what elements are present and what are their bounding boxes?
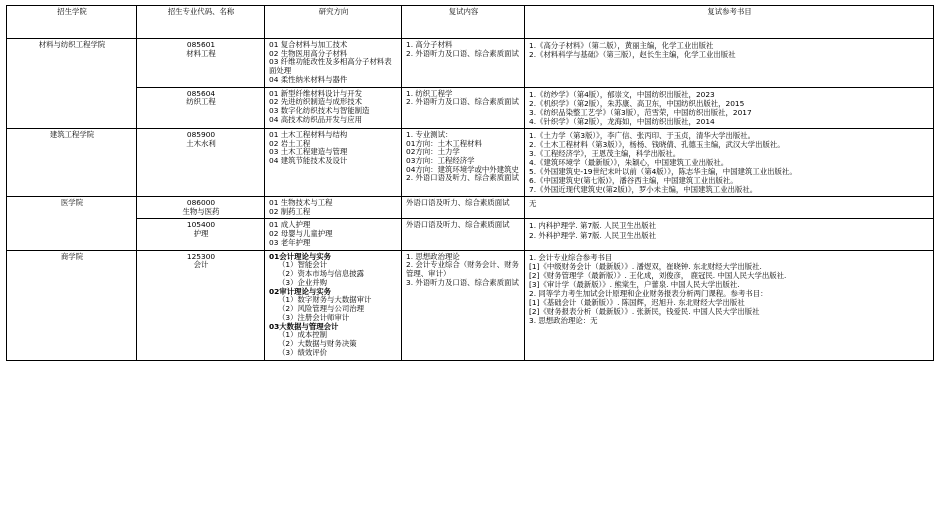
header-content: 复试内容: [402, 6, 525, 39]
direction-line: （3）注册会计师审计: [278, 312, 350, 322]
cell-direction: [265, 128, 402, 196]
content: [406, 41, 521, 58]
content-line: 1. 专业测试：: [406, 129, 453, 139]
major-code: 085900: [186, 129, 216, 139]
direction-line: 02 母婴与儿童护理: [269, 229, 333, 239]
table-row: [7, 87, 934, 128]
book-line: 6.《中国建筑史(第七版)》，潘谷西主编，中国建筑工业出版社。: [529, 175, 738, 185]
book-line: 3.《工程经济学》，王恩茂主编，科学出版社。: [529, 148, 681, 158]
direction: [269, 41, 398, 85]
direction-line: （2）大数据与财务决策: [278, 339, 357, 349]
cell-direction: [265, 197, 402, 219]
major-code: 105400: [186, 220, 216, 230]
major-name: 土木水利: [186, 138, 216, 148]
book: [529, 199, 930, 208]
cell-direction: [265, 250, 402, 360]
content-line: 1. 纺织工程学: [406, 88, 453, 98]
content: [406, 199, 521, 208]
book-line: 1.《土力学（第3版）》，李广信、张丙印、于玉贞，清华大学出版社。: [529, 130, 756, 140]
cell-content: [402, 87, 525, 128]
table-header: [7, 6, 934, 39]
cell-college: 医学院: [7, 197, 137, 251]
direction: [269, 90, 398, 125]
direction-line: （1）数字财务与大数据审计: [278, 295, 372, 305]
direction-line: 01 复合材料与加工技术: [269, 40, 348, 49]
book-line: 1. 内科护理学. 第7版. 人民卫生出版社: [529, 221, 656, 231]
direction: [269, 199, 398, 216]
book-line: 无: [529, 199, 537, 209]
table-row: [7, 250, 934, 360]
content-line: 外语口语及听力、综合素质面试: [406, 198, 510, 208]
major-name: 纺织工程: [186, 97, 216, 107]
major-name: 护理: [193, 229, 209, 239]
header-major: 招生专业代码、名称: [137, 6, 265, 39]
direction: [269, 253, 398, 358]
content: [406, 253, 521, 288]
major-code: 125300: [186, 251, 216, 261]
direction-line: 02 生物医用高分子材料: [269, 48, 348, 58]
cell-content: [402, 197, 525, 219]
direction-line: 03 纤维功能改性及多相高分子材料表面处理: [269, 57, 392, 76]
direction-line: 03 数字化纺织技术与智能制造: [269, 106, 370, 116]
cell-content: [402, 219, 525, 250]
content-line: 1. 思想政治理论: [406, 251, 460, 261]
direction-line: 02 制药工程: [269, 206, 311, 216]
direction: [269, 221, 398, 247]
book-line: 4.《针织学》（第2版），龙海如，中国纺织出版社，2014: [529, 116, 715, 126]
table-row: [7, 219, 934, 250]
table-row: [7, 128, 934, 196]
cell-books: [525, 197, 934, 219]
direction-line: 01 生物技术与工程: [269, 198, 333, 208]
book-line: [2]《财务管理学（最新版）》. 王化成，刘俊彦， 鹿冠民. 中国人民大学出版社.: [529, 270, 787, 280]
major-name: 会计: [193, 260, 209, 270]
direction-line: 02 岩土工程: [269, 138, 311, 148]
content-line: 2. 会计专业综合（财务会计、财务管理、审计）: [406, 260, 519, 279]
content-line: 01方向：土木工程材料: [406, 138, 482, 148]
cell-major: [137, 250, 265, 360]
book-line: 7.《外国近现代建筑史(第2版)》，罗小未主编，中国建筑工业出版社。: [529, 184, 758, 194]
direction-line: 02 先进纺织制造与成形技术: [269, 97, 363, 107]
book: [529, 131, 930, 194]
book-line: 2.《材料科学与基础》（第三版），赵长生主编，化学工业出版社: [529, 50, 736, 60]
major-code: 085604: [186, 88, 216, 98]
cell-books: [525, 39, 934, 88]
book-line: 4.《建筑环境学（最新版）》，朱颖心，中国建筑工业出版社。: [529, 157, 729, 167]
major-code: 085601: [186, 40, 216, 49]
book-line: 5.《外国建筑史-19世纪末叶以前（第4版）》，陈志华主编，中国建筑工业出版社。: [529, 166, 797, 176]
direction-line: （3）绩效评价: [278, 347, 328, 357]
book-line: 2. 外科护理学. 第7版. 人民卫生出版社: [529, 230, 656, 240]
direction-line: （3）企业并购: [278, 277, 328, 287]
cell-major: [137, 39, 265, 88]
header-row: [7, 6, 934, 39]
book-line: 1. 会计专业综合参考书目: [529, 252, 613, 262]
cell-major: [137, 87, 265, 128]
cell-content: [402, 128, 525, 196]
direction-line: 01 成人护理: [269, 220, 311, 230]
book: [529, 41, 930, 59]
direction-line: 01 土木工程材料与结构: [269, 129, 348, 139]
book-line: [1]《中级财务会计（最新版）》. 潘煜双，崔晓钟. 东北财经大学出版社.: [529, 261, 762, 271]
content-line: 2. 外语听力及口语、综合素质面试: [406, 97, 519, 107]
cell-direction: [265, 219, 402, 250]
content-line: 外语口语及听力、综合素质面试: [406, 220, 510, 230]
book-line: 2. 同等学力考生加试会计原理和企业财务报表分析两门课程。参考书目：: [529, 288, 768, 298]
admissions-table: [6, 5, 934, 361]
cell-major: [137, 128, 265, 196]
content-line: 3. 外语听力及口语、综合素质面试: [406, 277, 519, 287]
header-college: 招生学院: [7, 6, 137, 39]
direction-line: 01会计理论与实务: [269, 251, 332, 261]
cell-books: [525, 250, 934, 360]
direction-line: 03 老年护理: [269, 237, 311, 247]
cell-books: [525, 87, 934, 128]
content: [406, 90, 521, 107]
direction: [269, 131, 398, 166]
cell-direction: [265, 87, 402, 128]
book: [529, 221, 930, 239]
direction-line: （1）智能会计: [278, 260, 328, 270]
content: [406, 131, 521, 183]
content-line: 03方向：工程经济学: [406, 156, 475, 165]
book-line: 3. 思想政治理论：无: [529, 315, 598, 325]
cell-college: 材料与纺织工程学院: [7, 39, 137, 129]
book-line: 2.《机织学》（第2版），朱苏康、高卫东，中国纺织出版社，2015: [529, 98, 745, 108]
major-code: 086000: [186, 198, 216, 208]
cell-books: [525, 219, 934, 250]
direction-line: （2）资本市场与信息披露: [278, 269, 365, 279]
table-row: [7, 197, 934, 219]
header-books: 复试参考书目: [525, 6, 934, 39]
direction-line: 03 土木工程建造与管理: [269, 147, 348, 157]
book: [529, 253, 930, 325]
content: [406, 221, 521, 230]
book-line: [1]《基础会计（最新版）》. 陈国辉，迟旭升. 东北财经大学出版社: [529, 297, 745, 307]
direction-line: 04 建筑节能技术及设计: [269, 156, 348, 165]
header-direction: 研究方向: [265, 6, 402, 39]
table-body: [7, 39, 934, 361]
book-line: [3]《审计学（最新版）》. 熊棠生，户蕾泉. 中国人民大学出版社.: [529, 279, 740, 289]
book-line: 1.《纺纱学》（第4版），郁崇文，中国纺织出版社，2023: [529, 89, 715, 99]
book-line: 1.《高分子材料》（第二版），黄丽主编，化学工业出版社: [529, 41, 714, 50]
book-line: 2.《土木工程材料（第3版）》，杨杨、钱晓倩、孔德玉主编，武汉大学出版社。: [529, 139, 785, 149]
direction-line: 01 新型纤维材料设计与开发: [269, 88, 363, 98]
major-name: 生物与医药: [182, 206, 220, 216]
direction-line: 04 高技术纺织品开发与应用: [269, 114, 363, 124]
cell-college: 建筑工程学院: [7, 128, 137, 196]
table-row: [7, 39, 934, 88]
direction-line: （1）成本控制: [278, 330, 328, 340]
direction-line: 03大数据与管理会计: [269, 321, 339, 331]
direction-line: 04 柔性纳米材料与器件: [269, 74, 348, 84]
cell-college: 商学院: [7, 250, 137, 360]
book-line: [2]《财务报表分析（最新版）》. 张新民，钱爱民. 中国人民大学出版社: [529, 306, 760, 316]
content-line: 04方向：建筑环境学或中外建筑史: [406, 164, 519, 174]
content-line: 02方向：土力学: [406, 147, 460, 157]
major-name: 材料工程: [186, 48, 216, 58]
cell-content: [402, 250, 525, 360]
book: [529, 90, 930, 126]
cell-content: [402, 39, 525, 88]
content-line: 2. 外语听力及口语、综合素质面试: [406, 48, 519, 58]
content-line: 2. 外语口语及听力、综合素质面试: [406, 173, 519, 183]
cell-direction: [265, 39, 402, 88]
direction-line: （2）风险管理与公司治理: [278, 304, 365, 314]
cell-major: [137, 197, 265, 219]
book-line: 3.《纺织品染整工艺学》（第3版），范雪荣，中国纺织出版社，2017: [529, 107, 752, 117]
cell-major: [137, 219, 265, 250]
direction-line: 02审计理论与实务: [269, 286, 332, 296]
content-line: 1. 高分子材料: [406, 40, 453, 49]
cell-books: [525, 128, 934, 196]
